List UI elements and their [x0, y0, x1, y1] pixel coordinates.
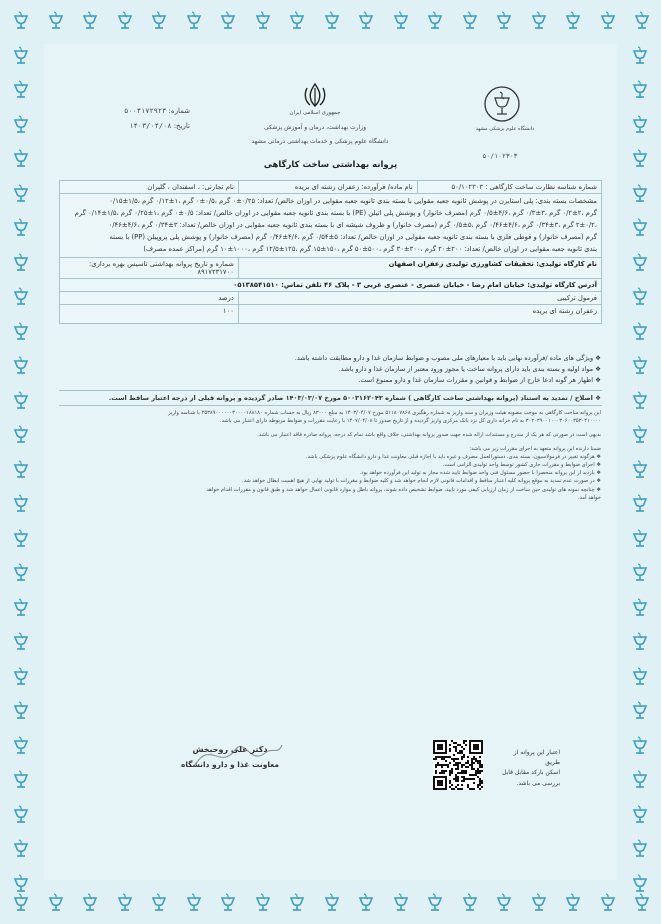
- number-value: ۵۰۰۴۱۷۲۹۲۳: [124, 107, 167, 115]
- pharmacy-cup-icon: [422, 890, 448, 916]
- note-item: ❖ ویژگی های ماده /فرآورده نهایی باید با معیارهای ملی مصوب و ضوابط سازمان غذا و دارو مطابقت داشته باشد.: [294, 354, 601, 362]
- qr-note-line: اسکن بارکد مقابل قابل: [502, 769, 560, 777]
- product-name-cell: نام ماده/ فرآورده: زعفران رشته ای بریده: [238, 181, 417, 194]
- pharmacy-cup-icon: [627, 388, 653, 414]
- pharmacy-cup-icon: [8, 491, 34, 517]
- pharmacy-cup-icon: [627, 595, 653, 621]
- pharmacy-cup-icon: [8, 250, 34, 276]
- pharmacy-cup-icon: [627, 802, 653, 828]
- qr-note-line: اعتبار این پروانه از طریق: [513, 749, 560, 767]
- packaging-line: گرم ،۲±۰/۲ گرم ،۳±۰/۳ گرم ،۴/۶±۰/۵ گرم (مصرف خانوار) و پوشش پلی اتیلن (PE) با بسته بندی ثانویه جعبه مقوایی در اوزان خالص/ تعداد: ۰/۵±۰ گرم ،۱±۰/۲۵ گرم ،۱/۵±۰/۱۴ گرم: [74, 208, 597, 217]
- notes-list: [61, 353, 601, 386]
- signatory-name: دکتر علی روحبخش: [192, 745, 268, 754]
- pharmacy-cup-icon: [8, 560, 34, 586]
- pharmacy-cup-icon: [250, 8, 276, 34]
- packaging-line: ،۲±۰/۲ گرم ،۳±۰/۳۴ گرم ،۴/۶±۰/۴۶ گرم ،۵±۰/۵ گرم (مصرف خانوار) و ظروف شیشه ای با بسته بندی ثانویه جعبه مقوایی در اوزان خالص/ تعداد: ۳±۰/۳۴ گرم ،۴/۶±۰/۴۶: [108, 220, 597, 229]
- pharmacy-cup-icon: [627, 457, 653, 483]
- date-label: تاریخ:: [173, 122, 190, 130]
- university-logo-icon: [482, 84, 522, 124]
- license-number-cell: شماره و تاریخ پروانه بهداشتی تاسیس بهره برداری: ۸۹۱۷۲۳۱۷۰۰: [60, 258, 239, 279]
- pharmacy-cup-icon: [629, 8, 655, 34]
- pharmacy-cup-icon: [627, 733, 653, 759]
- ingredient-cell: زعفران رشته ای بریده: [238, 305, 601, 324]
- pharmacy-cup-icon: [526, 8, 552, 34]
- pharmacy-cup-icon: [627, 422, 653, 448]
- emblem-caption: جمهوری اسلامی ایران: [289, 110, 341, 116]
- table-row: [60, 305, 602, 324]
- signature-scribble: [190, 735, 285, 775]
- fine-print-line: بدیهی است در صورتی که هر یک از مندرج و مستندات ارائه شده جهت صدور پروانه بهداشتی، خلاف واقع باشد تمام کد درجه، پروانه صادره فاقد اعتبار می باشد.: [257, 432, 601, 439]
- pharmacy-cup-icon: [8, 284, 34, 310]
- pharmacy-cup-icon: [181, 8, 207, 34]
- pharmacy-cup-icon: [181, 890, 207, 916]
- pharmacy-cup-icon: [457, 8, 483, 34]
- qr-note-line: بررسی می باشد.: [516, 779, 560, 787]
- note-item: ❖ اظهار هر گونه ادعا خارج از ضوابط و قوانین و مقررات سازمان غذا و دارو ممنوع است.: [358, 376, 601, 385]
- percent-header-cell: درصد: [60, 292, 239, 305]
- pharmacy-cup-icon: [627, 77, 653, 103]
- pharmacy-cup-icon: [319, 8, 345, 34]
- ingredient-percent-cell: ۱۰۰: [60, 305, 239, 324]
- pharmacy-cup-icon: [215, 8, 241, 34]
- pharmacy-cup-icon: [526, 890, 552, 916]
- pharmacy-cup-icon: [284, 890, 310, 916]
- pharmacy-cup-icon: [353, 890, 379, 916]
- pharmacy-cup-icon: [627, 112, 653, 138]
- iran-emblem-icon: [300, 82, 330, 108]
- fine-print-line: ضمنا دارنده این پروانه متعهد به اجرای مقررات زیر می باشد:: [469, 446, 601, 453]
- pharmacy-cup-icon: [8, 733, 34, 759]
- date-value: ۱۴۰۳/۰۴/۰۸: [129, 122, 172, 130]
- divider: [59, 390, 602, 391]
- pharmacy-cup-icon: [8, 664, 34, 690]
- packaging-cell: [60, 194, 602, 258]
- pharmacy-cup-icon: [627, 284, 653, 310]
- pharmacy-cup-icon: [627, 526, 653, 552]
- pharmacy-cup-icon: [353, 8, 379, 34]
- pharmacy-cup-icon: [560, 890, 586, 916]
- pharmacy-cup-icon: [8, 319, 34, 345]
- pharmacy-cup-icon: [595, 8, 621, 34]
- pharmacy-cup-icon: [8, 353, 34, 379]
- pharmacy-cup-icon: [627, 353, 653, 379]
- pharmacy-cup-icon: [491, 890, 517, 916]
- permit-table: [59, 180, 602, 324]
- packaging-line: گرم (مصرف خانوار) و قوطی فلزی با بسته بندی ثانویه جعبه مقوایی در اوزان خالص/ تعداد: ۵±۰/۵۴ گرم ،۴/۶±۰/۴۶ گرم (مصرف خانوار) و پوشش پلی پروپیلن (PP) با بسته: [109, 232, 597, 241]
- pharmacy-cup-icon: [627, 181, 653, 207]
- table-row: [60, 194, 602, 258]
- packaging-line: مشخصات بسته بندی: پلی استایرن در پوشش ثانویه جعبه مقوایی با بسته بندی ثانویه جعبه مقوایی در اوزان خالص/ تعداد: ۰/۲۵±۰ گرم ،۰/۵±۰ گرم ،۱±۰/۱۲ گرم ،۱/۵±۰/۱۵: [109, 197, 597, 205]
- qr-code[interactable]: [433, 740, 483, 790]
- formula-header-cell: فرمول ترکیبی: [238, 292, 601, 305]
- pharmacy-cup-icon: [8, 8, 34, 34]
- pharmacy-cup-icon: [457, 890, 483, 916]
- pharmacy-cup-icon: [627, 215, 653, 241]
- pharmacy-cup-icon: [8, 871, 34, 897]
- pharmacy-cup-icon: [8, 767, 34, 793]
- pharmacy-cup-icon: [627, 560, 653, 586]
- qr-note: [500, 748, 560, 789]
- pharmacy-cup-icon: [77, 890, 103, 916]
- pharmacy-cup-icon: [627, 836, 653, 862]
- pharmacy-cup-icon: [627, 871, 653, 897]
- pharmacy-cup-icon: [627, 629, 653, 655]
- table-row: [60, 258, 602, 279]
- pharmacy-cup-icon: [388, 8, 414, 34]
- university-logo-text: دانشگاه علوم پزشکی مشهد: [475, 126, 535, 132]
- document-title: پروانه بهداشتی ساخت کارگاهی: [263, 160, 398, 170]
- packaging-line: بندی ثانویه جعبه مقوایی در اوزان خالص/ تعداد: ۲۰۰±۲۰ گرم ،۳۰۰±۳۰ گرم ،۵۰۰±۵۰ گرم ،۱۵۰±۱۵ گرم ،۱۲۵±۱۲/۵ گرم ،۱۰۰۰±۱۰ گرم (مراکز عمده مصرف): [143, 244, 597, 253]
- pharmacy-cup-icon: [8, 215, 34, 241]
- business-name-cell: نام تجارتی: ، اسفندان ، گلپران: [60, 181, 239, 194]
- table-row: [60, 181, 602, 194]
- fine-print-line: این پروانه ساخت کارگاهی به موجب مصوبه هیئت وزیران و سند واریز به شماره رهگیری ۵۱۱۸۰۷۸۶۸ مورخ ۱۴۰۳/۰۴/۰۷ به مبلغ ۸۳۰۰۰ ریال به حساب شماره ۳۵۳۸۹۰۰۰۰۰۰۳۰۰۰۰۱۸۸۱۸۰ با شناسه واریز: [168, 410, 601, 416]
- pharmacy-cup-icon: [8, 77, 34, 103]
- number-line: [90, 107, 190, 115]
- pharmacy-cup-icon: [8, 802, 34, 828]
- pharmacy-cup-icon: [146, 8, 172, 34]
- fine-print: این پروانه ساخت کارگاهی به موجب مصوبه هیئت وزیران و سند واریز به شماره رهگیری ۵۱۱۸۰۷۸۶۸ مورخ ۱۴۰۳/۰۴/۰۷ به مبلغ ۸۳۰۰۰ ریال به حساب شماره ۳۵۳۸۹۰۰۰۰۰۰۳۰۰۰۰۱۸۸۱۸۰ با شناسه واریز ۳۰۲۰۳۹۰۰۱۰۰۰۳۰۶۰۰۳۵۳۰۴۱۰۰۰۰ به نام خزانه داری کل نزد بانک مرکزی واریز گردیده و از تاریخ صدور تا ۱۴۰۷/۰۴/۰۸ با رعایت مقررات و ضوابط مربوطه دارای اعتبار می باشد. بدیهی است در صورتی که هر یک از مندرج و مستندات ارائه شده جهت صدور پروانه بهداشتی، خلاف واقع باشد تمام کد درجه، پروانه صادره فاقد اعتبار می باشد. ضمنا دارنده این پروانه متعهد به اجرای مقررات زیر می باشد: ❖ هرگونه تغییر در فرمولاسیون، بسته بندی، دستورالعمل مصرف و غیره باید با اجازه قبلی معاونت غذا و دارو دانشگاه علوم پزشکی باشد. ❖ اجرای ضوابط و مقررات جاری کشور توسط واحد تولیدی الزامی است. ❖ بازدید از این پروانه منحصرا با حضور مسئول فنی واحد ضوابط تایید شده مجاز به تولید این فرآورده خواهد بود. ❖ در صورت عدم تمدید به موقع پروانه کلیه اعتبار ساقط و اقدامات قانونی لازم انجام خواهد شد و کلیه ضوابط و مقررات با تولید نهایی از هیچ اهمیت ابطال خواهد شد. ❖ چنانچه نمونه های تولیدی حین ساخت از زمان ارزیابی کیفی مورد تایید، ضوابط تشخیص داده شوند، پروانه باطل و موارد قانونی اعمال خواهد شد و طبق قانون و مقررات اقدام خواهد خواهد آمد.: [61, 409, 601, 502]
- pharmacy-cup-icon: [43, 8, 69, 34]
- pharmacy-cup-icon: [8, 43, 34, 69]
- permit-number-cell: شماره شناسه نظارت ساخت کارگاهی : ۵۰/۱۰۲۳۰۳: [417, 181, 601, 194]
- note-item: ❖ مواد اولیه و بسته بندی باید دارای پروانه ساخت یا مجوز ورود معتبر از سازمان غذا و دارو باشد.: [338, 365, 601, 374]
- pharmacy-cup-icon: [491, 8, 517, 34]
- pharmacy-cup-icon: [112, 8, 138, 34]
- pharmacy-cup-icon: [388, 890, 414, 916]
- pharmacy-cup-icon: [8, 422, 34, 448]
- pharmacy-cup-icon: [77, 8, 103, 34]
- fine-print-line: ۳۰۲۰۳۹۰۰۱۰۰۰۳۰۶۰۰۳۵۳۰۴۱۰۰۰۰ به نام خزانه داری کل نزد بانک مرکزی واریز گردیده و از تاریخ صدور تا ۱۴۰۷/۰۴/۰۸ با رعایت مقررات و ضوابط مربوطه دارای اعتبار می باشد.: [219, 418, 601, 425]
- pharmacy-cup-icon: [627, 664, 653, 690]
- fine-print-line: خواهد آمد.: [577, 494, 601, 501]
- pharmacy-cup-icon: [627, 319, 653, 345]
- pharmacy-cup-icon: [595, 890, 621, 916]
- pharmacy-cup-icon: [8, 836, 34, 862]
- date-line: [90, 122, 190, 130]
- table-row: [60, 292, 602, 305]
- amendment-note: ❖ اصلاح / تمدید به استناد (پروانه بهداشتی ساخت کارگاهی ) شماره ۵۰۰۳۱۶۲۰۴۳ مورخ ۱۴۰۳/۰۳/۰۷ صادر گردیده و پروانه قبلی از درجه اعتبار ساقط است.: [108, 394, 601, 402]
- pharmacy-cup-icon: [112, 890, 138, 916]
- pharmacy-cup-icon: [8, 526, 34, 552]
- pharmacy-cup-icon: [8, 388, 34, 414]
- pharmacy-cup-icon: [627, 767, 653, 793]
- number-label: شماره:: [168, 107, 190, 115]
- pharmacy-cup-icon: [8, 181, 34, 207]
- signatory-title: معاونت غذا و دارو دانشگاه: [180, 760, 280, 769]
- divider: [59, 405, 602, 406]
- pharmacy-cup-icon: [627, 491, 653, 517]
- workshop-name-cell: نام کارگاه تولیدی: تحقیقات کشاورزی تولیدی زعفران اصفهان: [238, 258, 601, 279]
- pharmacy-cup-icon: [8, 595, 34, 621]
- pharmacy-cup-icon: [627, 250, 653, 276]
- pharmacy-cup-icon: [560, 8, 586, 34]
- pharmacy-cup-icon: [319, 890, 345, 916]
- ministry-name: وزارت بهداشت، درمان و آموزش پزشکی: [263, 124, 367, 131]
- reference-code: ۵۰/۱۰۲۳۰۳: [482, 152, 518, 160]
- pharmacy-cup-icon: [8, 629, 34, 655]
- pharmacy-cup-icon: [215, 890, 241, 916]
- pharmacy-cup-icon: [8, 457, 34, 483]
- university-name: دانشگاه علوم پزشکی و خدمات بهداشتی درمانی مشهد: [251, 138, 389, 145]
- pharmacy-cup-icon: [43, 890, 69, 916]
- pharmacy-cup-icon: [250, 890, 276, 916]
- address-cell: آدرس کارگاه تولیدی: خیابان امام رضا - خیابان عنصری - عنصری غربی ۳ - پلاک ۴۶ تلفن تماس: ۰۵۱۳۸۵۴۱۵۱۰: [60, 279, 602, 292]
- pharmacy-cup-icon: [8, 112, 34, 138]
- pharmacy-cup-icon: [422, 8, 448, 34]
- pharmacy-cup-icon: [627, 698, 653, 724]
- pharmacy-cup-icon: [146, 890, 172, 916]
- table-row: [60, 279, 602, 292]
- pharmacy-cup-icon: [627, 43, 653, 69]
- pharmacy-cup-icon: [284, 8, 310, 34]
- pharmacy-cup-icon: [8, 698, 34, 724]
